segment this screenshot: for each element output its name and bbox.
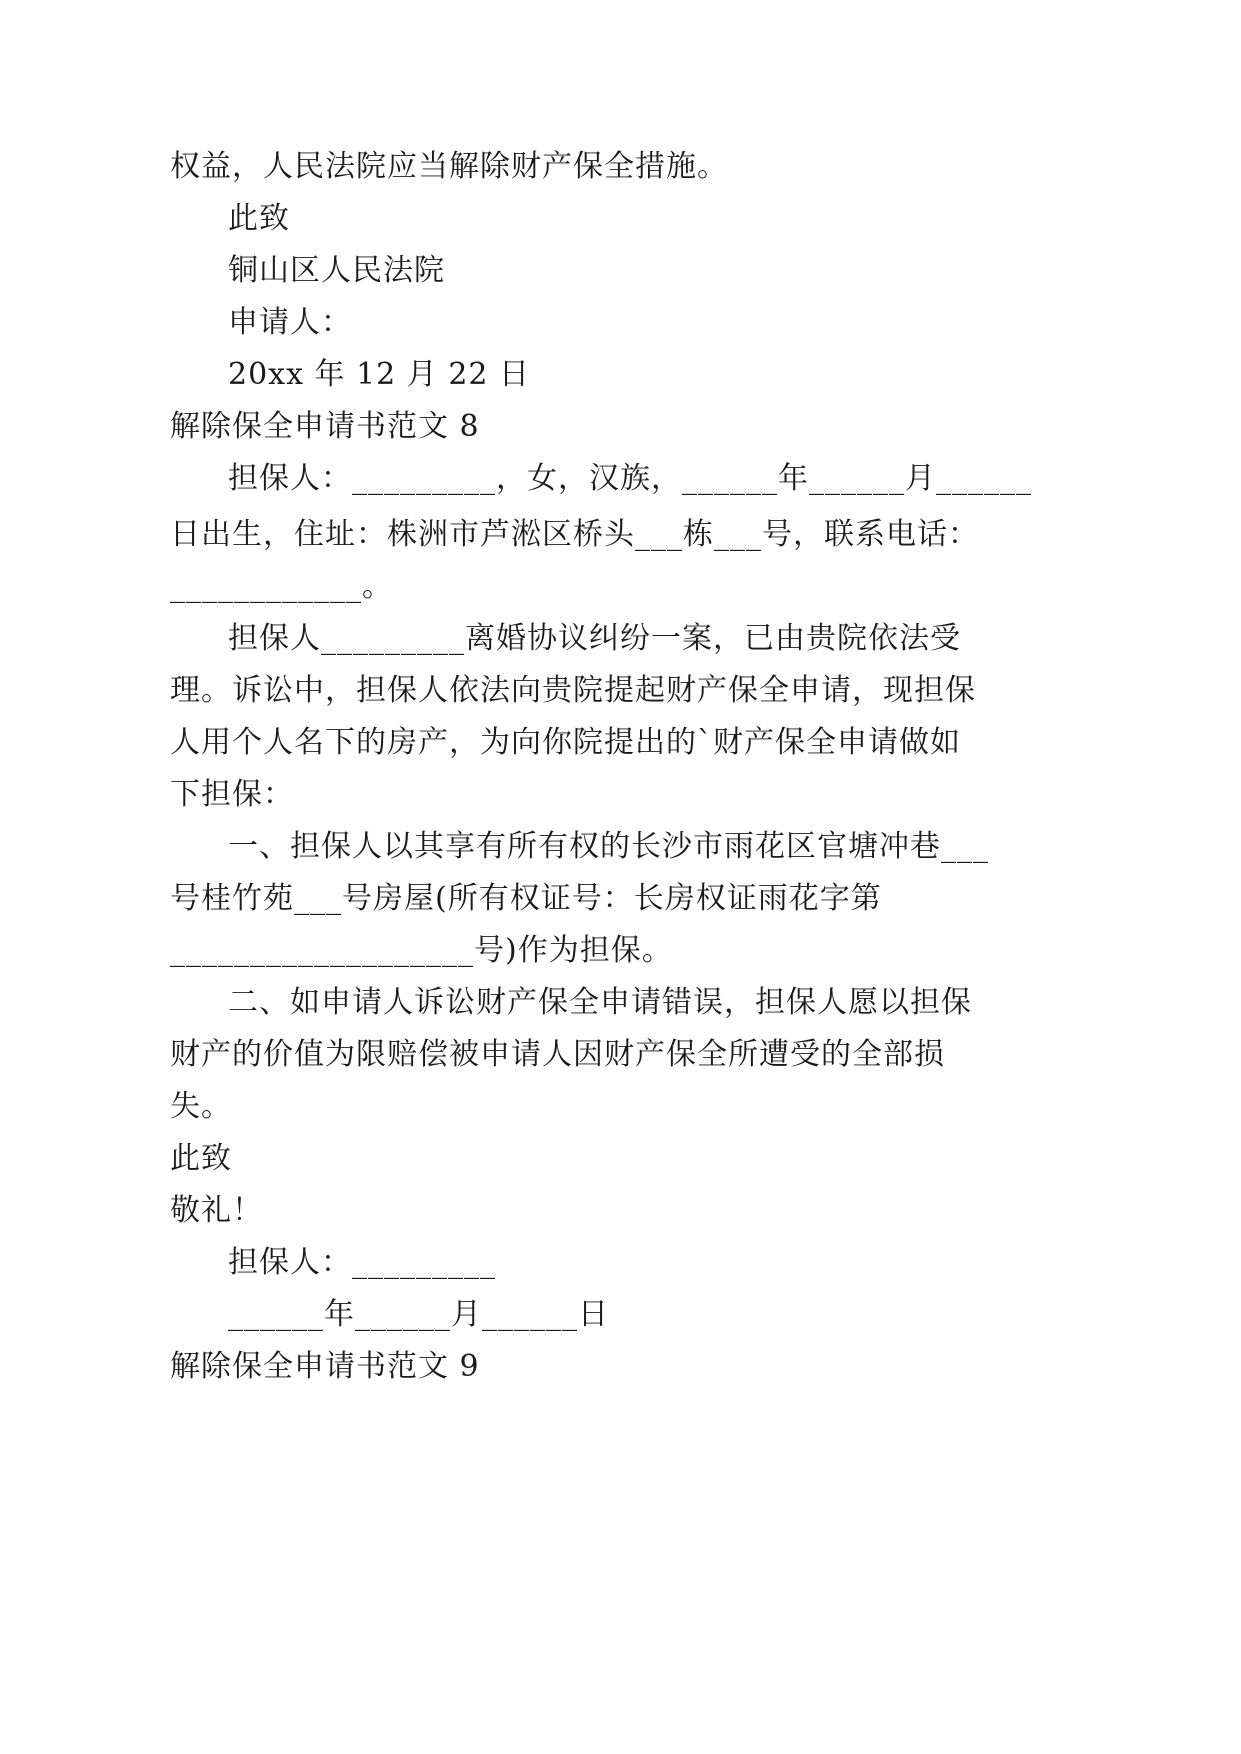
applicant-label: 申请人：: [228, 305, 352, 340]
section-heading: 解除保全申请书范文 8: [170, 409, 480, 444]
date-line: 20xx 年 12 月 22 日: [228, 357, 531, 392]
text-line: 日出生，住址：株洲市芦淞区桥头___栋___号，联系电话：: [170, 517, 979, 552]
date-line: ______年______月______日: [228, 1297, 609, 1332]
text-line: 二、如申请人诉讼财产保全申请错误，担保人愿以担保: [228, 985, 972, 1020]
text-line: 失。: [170, 1089, 232, 1124]
addressee: 铜山区人民法院: [228, 253, 445, 288]
text-line: 担保人：_________，女，汉族，______年______月______: [228, 461, 1032, 496]
guarantor-signature: 担保人：_________: [228, 1245, 496, 1280]
text-line: 财产的价值为限赔偿被申请人因财产保全所遭受的全部损: [170, 1037, 945, 1072]
salutation: 此致: [170, 1141, 232, 1176]
text-line: 理。诉讼中，担保人依法向贵院提起财产保全申请，现担保: [170, 673, 976, 708]
text-line: 担保人_________离婚协议纠纷一案，已由贵院依法受: [228, 621, 961, 656]
salutation: 此致: [228, 201, 290, 236]
text-line: 下担保：: [170, 777, 294, 812]
text-line: ___________________号)作为担保。: [170, 933, 673, 968]
text-line: 权益，人民法院应当解除财产保全措施。: [170, 149, 728, 184]
text-line: 号桂竹苑___号房屋(所有权证号：长房权证雨花字第: [170, 881, 882, 916]
text-line: ____________。: [170, 569, 393, 604]
closing: 敬礼！: [170, 1193, 263, 1228]
text-line: 人用个人名下的房产，为向你院提出的`财产保全申请做如: [170, 725, 961, 760]
section-heading: 解除保全申请书范文 9: [170, 1349, 480, 1384]
text-line: 一、担保人以其享有所有权的长沙市雨花区官塘冲巷___: [228, 829, 989, 864]
